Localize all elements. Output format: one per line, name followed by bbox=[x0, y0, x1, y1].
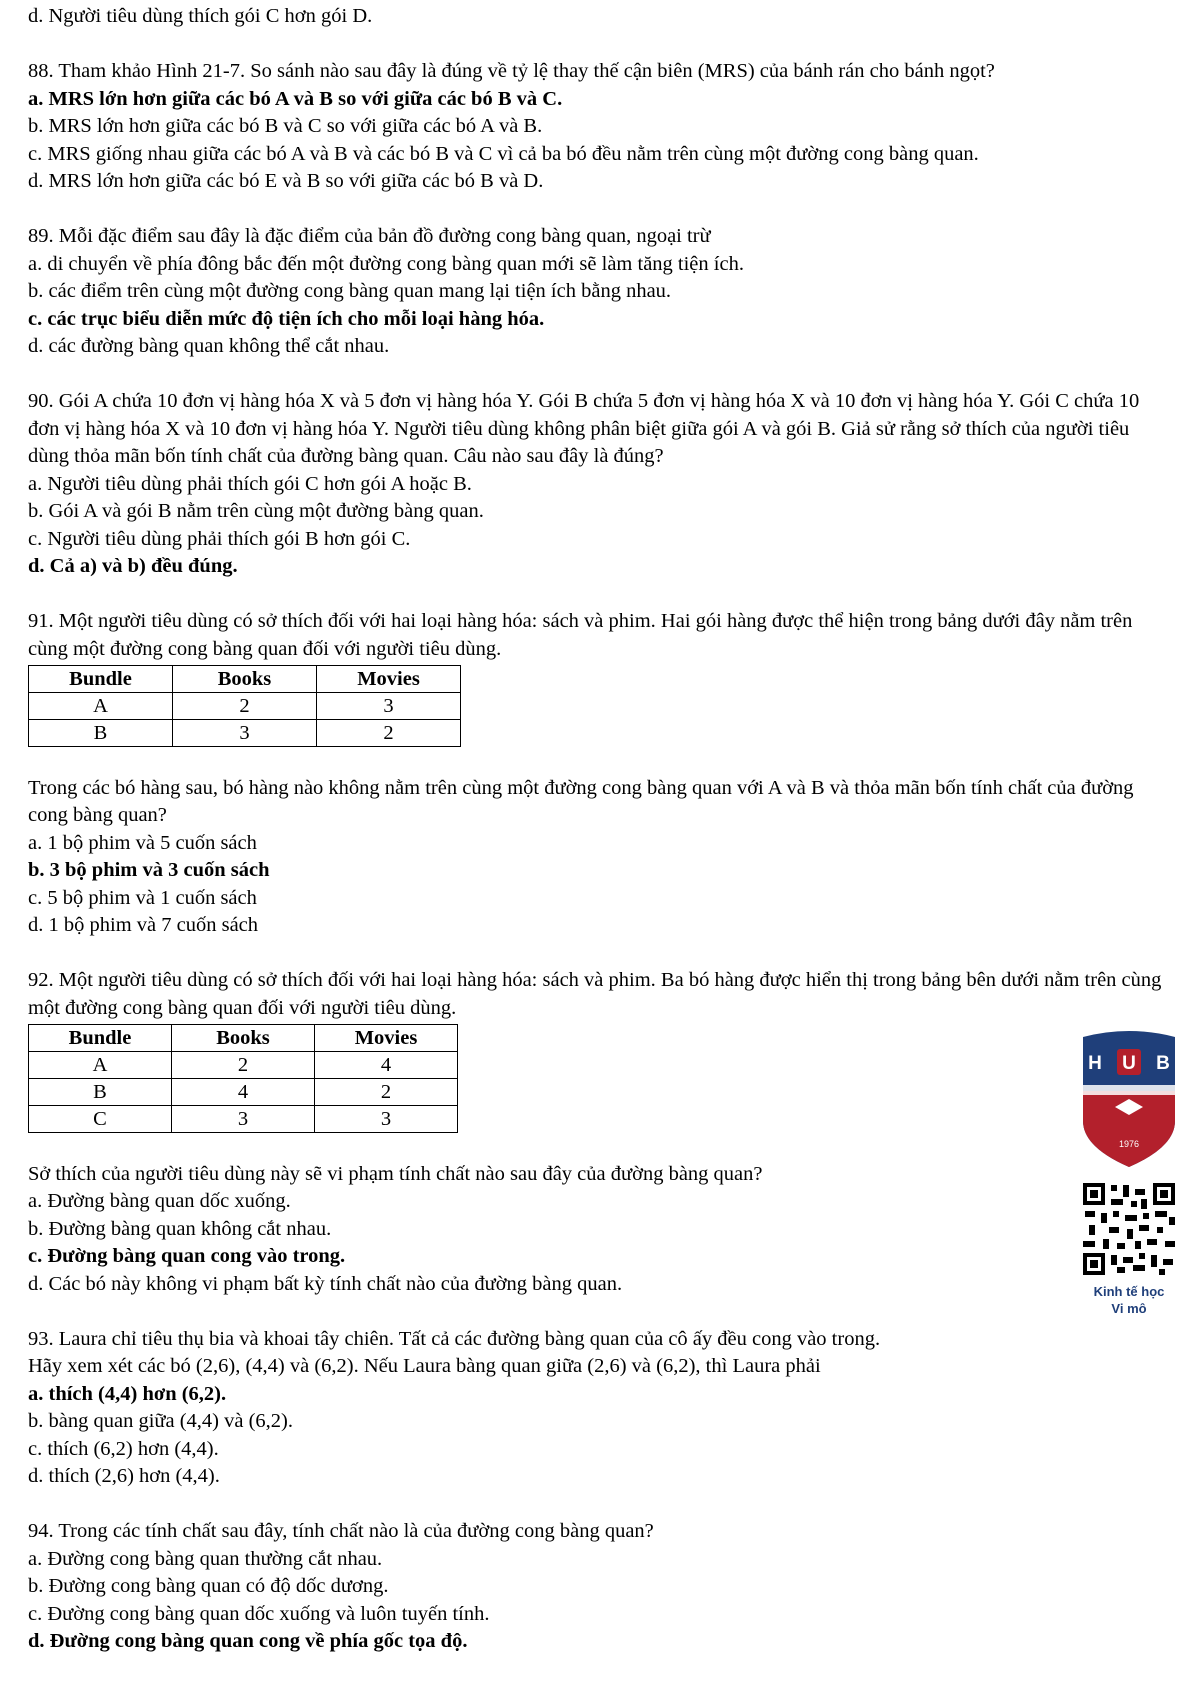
table-row bbox=[29, 1106, 458, 1133]
q93-option-b: b. bàng quan giữa (4,4) và (6,2). bbox=[28, 1410, 294, 1432]
document-page bbox=[28, 0, 1168, 1656]
table-header-row bbox=[29, 666, 461, 693]
header-movies: Movies bbox=[317, 666, 461, 693]
table-header-row bbox=[29, 1025, 458, 1052]
qr-code-icon bbox=[1081, 1181, 1177, 1277]
q90-option-c: c. Người tiêu dùng phải thích gói B hơn gói C. bbox=[28, 527, 411, 550]
q92-question: 92. Một người tiêu dùng có sở thích đối với hai loại hàng hóa: sách và phim. Ba bó hàng được hiển thị trong bảng bên dưới nằm trên cùng một đường cong bàng quan đối với người tiêu dùng. bbox=[28, 969, 1162, 1019]
table-row bbox=[29, 693, 461, 720]
header-bundle: Bundle bbox=[29, 1025, 172, 1052]
q91-option-c: c. 5 bộ phim và 1 cuốn sách bbox=[28, 886, 257, 909]
q92-option-d: d. Các bó này không vi phạm bất kỳ tính chất nào của đường bàng quan. bbox=[28, 1272, 623, 1295]
q89-option-b: b. các điểm trên cùng một đường cong bàng quan mang lại tiện ích bằng nhau. bbox=[28, 280, 672, 302]
q90-option-d: d. Cả a) và b) đều đúng. bbox=[28, 555, 238, 577]
q90-question: 90. Gói A chứa 10 đơn vị hàng hóa X và 5 đơn vị hàng hóa Y. Gói B chứa 5 đơn vị hàng hóa X và 10 đơn vị hàng hóa Y. Gói C chứa 10 đơn vị hàng hóa X và 10 đơn vị hàng hóa Y. Người tiêu dùng không phân biệt giữa gói A và gói B. Giả sử rằng sở thích của người tiêu dùng thỏa mãn bốn tính chất của đường bàng quan. Câu nào sau đây là đúng? bbox=[28, 390, 1140, 467]
logo-letter-u: U bbox=[1122, 1053, 1136, 1074]
header-books: Books bbox=[172, 1025, 315, 1052]
logo-year: 1976 bbox=[1118, 1139, 1140, 1149]
logo-caption bbox=[1073, 1283, 1185, 1317]
q93-question-line1: 93. Laura chỉ tiêu thụ bia và khoai tây chiên. Tất cả các đường bàng quan của cô ấy đều cong vào trong. bbox=[28, 1327, 881, 1350]
q93-option-c: c. thích (6,2) hơn (4,4). bbox=[28, 1437, 219, 1460]
cell-books: 2 bbox=[172, 1052, 315, 1079]
q92-option-b: b. Đường bàng quan không cắt nhau. bbox=[28, 1217, 332, 1240]
hub-logo bbox=[1079, 1029, 1179, 1279]
q89-question: 89. Mỗi đặc điểm sau đây là đặc điểm của bản đồ đường cong bàng quan, ngoại trừ bbox=[28, 225, 711, 247]
q88-question: 88. Tham khảo Hình 21-7. So sánh nào sau đây là đúng về tỷ lệ thay thế cận biên (MRS) của bánh rán cho bánh ngọt? bbox=[28, 60, 995, 82]
q87-option-d: d. Người tiêu dùng thích gói C hơn gói D. bbox=[28, 5, 373, 27]
logo-caption-line1: Kinh tế học bbox=[1093, 1284, 1165, 1299]
cell-books: 3 bbox=[173, 720, 317, 747]
header-bundle: Bundle bbox=[29, 666, 173, 693]
q88-option-d: d. MRS lớn hơn giữa các bó E và B so với giữa các bó B và D. bbox=[28, 170, 544, 192]
table-row bbox=[29, 1079, 458, 1106]
table-row bbox=[29, 1052, 458, 1079]
q91-option-a: a. 1 bộ phim và 5 cuốn sách bbox=[28, 831, 257, 854]
cell-bundle: C bbox=[29, 1106, 172, 1133]
q94-option-b: b. Đường cong bàng quan có độ dốc dương. bbox=[28, 1575, 389, 1597]
cell-bundle: A bbox=[29, 1052, 172, 1079]
cell-bundle: B bbox=[29, 720, 173, 747]
q94-option-c: c. Đường cong bàng quan dốc xuống và luôn tuyến tính. bbox=[28, 1602, 490, 1625]
q92-followup: Sở thích của người tiêu dùng này sẽ vi phạm tính chất nào sau đây của đường bàng quan? bbox=[28, 1162, 763, 1185]
q89-option-a: a. di chuyển về phía đông bắc đến một đường cong bàng quan mới sẽ làm tăng tiện ích. bbox=[28, 252, 744, 275]
cell-books: 4 bbox=[172, 1079, 315, 1106]
cell-bundle: A bbox=[29, 693, 173, 720]
q90-option-b: b. Gói A và gói B nằm trên cùng một đường bàng quan. bbox=[28, 500, 484, 522]
q91-question: 91. Một người tiêu dùng có sở thích đối với hai loại hàng hóa: sách và phim. Hai gói hàng được thể hiện trong bảng dưới đây nằm trên cùng một đường cong bàng quan đối với người tiêu dùng. bbox=[28, 610, 1133, 660]
header-books: Books bbox=[173, 666, 317, 693]
q89-option-d: d. các đường bàng quan không thể cắt nhau. bbox=[28, 335, 390, 357]
q93-option-d: d. thích (2,6) hơn (4,4). bbox=[28, 1465, 220, 1487]
q94-question: 94. Trong các tính chất sau đây, tính chất nào là của đường cong bàng quan? bbox=[28, 1520, 654, 1542]
cell-bundle: B bbox=[29, 1079, 172, 1106]
cell-movies: 3 bbox=[317, 693, 461, 720]
q90-option-a: a. Người tiêu dùng phải thích gói C hơn gói A hoặc B. bbox=[28, 472, 472, 495]
logo-letter-h: H bbox=[1088, 1053, 1102, 1074]
q91-bundle-table bbox=[28, 665, 461, 747]
cell-movies: 4 bbox=[315, 1052, 458, 1079]
cell-movies: 2 bbox=[315, 1079, 458, 1106]
table-row bbox=[29, 720, 461, 747]
q91-followup: Trong các bó hàng sau, bó hàng nào không nằm trên cùng một đường cong bàng quan với A và B và thỏa mãn bốn tính chất của đường cong bàng quan? bbox=[28, 776, 1134, 826]
q93-question-line2: Hãy xem xét các bó (2,6), (4,4) và (6,2). Nếu Laura bàng quan giữa (2,6) và (6,2), thì Laura phải bbox=[28, 1355, 821, 1377]
cell-movies: 3 bbox=[315, 1106, 458, 1133]
logo-caption-line2: Vi mô bbox=[1111, 1301, 1147, 1316]
cell-books: 3 bbox=[172, 1106, 315, 1133]
q91-option-b: b. 3 bộ phim và 3 cuốn sách bbox=[28, 859, 270, 881]
q91-option-d: d. 1 bộ phim và 7 cuốn sách bbox=[28, 914, 259, 936]
cell-movies: 2 bbox=[317, 720, 461, 747]
q89-option-c: c. các trục biểu diễn mức độ tiện ích cho mỗi loại hàng hóa. bbox=[28, 307, 545, 330]
q94-option-a: a. Đường cong bàng quan thường cắt nhau. bbox=[28, 1547, 383, 1570]
q88-option-c: c. MRS giống nhau giữa các bó A và B và các bó B và C vì cả ba bó đều nằm trên cùng một đường cong bàng quan. bbox=[28, 142, 979, 165]
q92-option-c: c. Đường bàng quan cong vào trong. bbox=[28, 1245, 346, 1267]
q88-option-b: b. MRS lớn hơn giữa các bó B và C so với giữa các bó A và B. bbox=[28, 115, 543, 137]
q93-option-a: a. thích (4,4) hơn (6,2). bbox=[28, 1382, 227, 1405]
q92-bundle-table bbox=[28, 1024, 458, 1133]
q92-option-a: a. Đường bàng quan dốc xuống. bbox=[28, 1190, 291, 1212]
header-movies: Movies bbox=[315, 1025, 458, 1052]
cell-books: 2 bbox=[173, 693, 317, 720]
logo-letter-b: B bbox=[1156, 1053, 1170, 1074]
q94-option-d: d. Đường cong bàng quan cong về phía gốc tọa độ. bbox=[28, 1630, 468, 1652]
q88-option-a: a. MRS lớn hơn giữa các bó A và B so với giữa các bó B và C. bbox=[28, 87, 563, 110]
